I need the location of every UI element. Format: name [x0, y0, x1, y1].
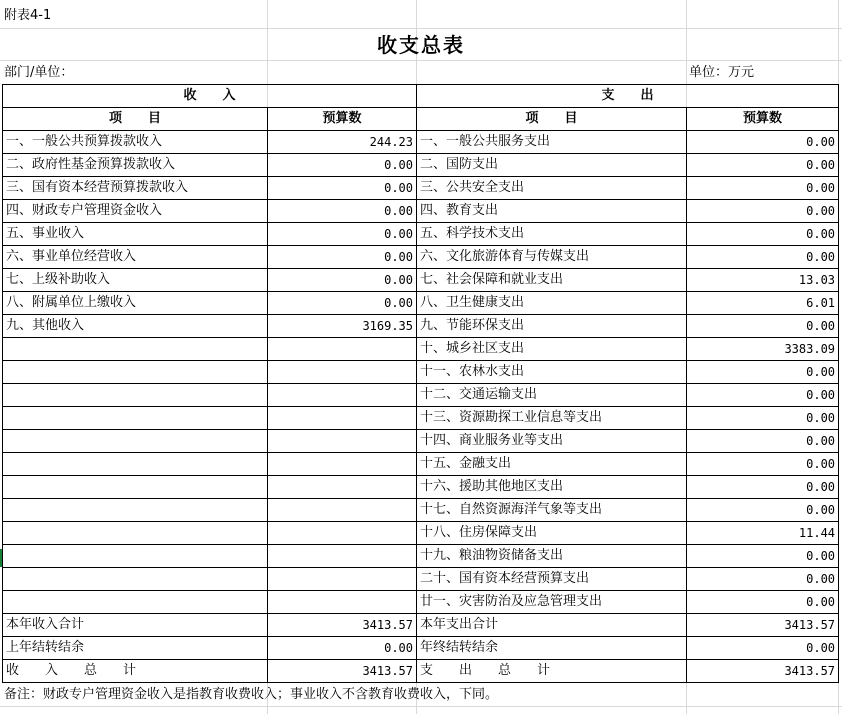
expense-budget-cell[interactable]: 0.00 [687, 637, 839, 660]
income-budget-cell[interactable]: 0.00 [268, 177, 417, 200]
income-item-cell[interactable] [3, 384, 268, 407]
income-item-cell[interactable]: 上年结转结余 [3, 637, 268, 660]
table-row [3, 614, 839, 637]
table-row [3, 154, 839, 177]
table-row [3, 430, 839, 453]
income-item-cell[interactable]: 六、事业单位经营收入 [3, 246, 268, 269]
income-budget-cell[interactable] [268, 361, 417, 384]
table-row [3, 499, 839, 522]
income-budget-header[interactable]: 预算数 [268, 108, 417, 131]
table-row [3, 476, 839, 499]
expense-item-cell[interactable]: 十九、粮油物资储备支出 [417, 545, 687, 568]
expense-item-cell[interactable]: 十六、援助其他地区支出 [417, 476, 687, 499]
expense-budget-cell[interactable]: 0.00 [687, 545, 839, 568]
table-row [3, 384, 839, 407]
table-row [3, 292, 839, 315]
expense-budget-cell[interactable]: 0.00 [687, 223, 839, 246]
expense-budget-cell[interactable]: 0.00 [687, 499, 839, 522]
income-budget-cell[interactable]: 0.00 [268, 200, 417, 223]
income-item-cell[interactable] [3, 476, 268, 499]
expense-item-cell[interactable]: 年终结转结余 [417, 637, 687, 660]
expense-item-cell[interactable]: 廿一、灾害防治及应急管理支出 [417, 591, 687, 614]
income-budget-cell[interactable] [268, 499, 417, 522]
expense-budget-cell[interactable]: 0.00 [687, 154, 839, 177]
expense-budget-cell[interactable]: 0.00 [687, 476, 839, 499]
expense-budget-cell[interactable]: 0.00 [687, 407, 839, 430]
income-item-cell[interactable]: 一、一般公共预算拨款收入 [3, 131, 268, 154]
table-row [3, 522, 839, 545]
expense-item-cell[interactable]: 七、社会保障和就业支出 [417, 269, 687, 292]
income-budget-cell[interactable]: 0.00 [268, 154, 417, 177]
expense-item-cell[interactable]: 十八、住房保障支出 [417, 522, 687, 545]
expense-item-cell[interactable]: 十、城乡社区支出 [417, 338, 687, 361]
expense-group-header[interactable]: 支 出 [417, 85, 839, 108]
expense-budget-cell[interactable]: 0.00 [687, 568, 839, 591]
expense-item-cell[interactable]: 支 出 总 计 [417, 660, 687, 683]
income-budget-cell[interactable] [268, 430, 417, 453]
income-item-cell[interactable]: 收 入 总 计 [3, 660, 268, 683]
expense-item-cell[interactable]: 十七、自然资源海洋气象等支出 [417, 499, 687, 522]
expense-item-cell[interactable]: 二、国防支出 [417, 154, 687, 177]
expense-budget-cell[interactable]: 0.00 [687, 200, 839, 223]
expense-budget-cell[interactable]: 13.03 [687, 269, 839, 292]
income-item-cell[interactable] [3, 453, 268, 476]
expense-item-cell[interactable]: 十五、金融支出 [417, 453, 687, 476]
income-budget-cell[interactable]: 0.00 [268, 246, 417, 269]
income-item-cell[interactable]: 八、附属单位上缴收入 [3, 292, 268, 315]
table-row [3, 591, 839, 614]
income-item-cell[interactable] [3, 338, 268, 361]
expense-budget-cell[interactable]: 3383.09 [687, 338, 839, 361]
income-item-cell[interactable]: 五、事业收入 [3, 223, 268, 246]
income-item-cell[interactable] [3, 499, 268, 522]
table-row [3, 223, 839, 246]
table-row [3, 246, 839, 269]
income-budget-cell[interactable] [268, 568, 417, 591]
expense-item-cell[interactable]: 本年支出合计 [417, 614, 687, 637]
expense-item-header[interactable]: 项 目 [417, 108, 687, 131]
income-budget-cell[interactable]: 0.00 [268, 269, 417, 292]
table-row [3, 660, 839, 683]
income-budget-cell[interactable] [268, 453, 417, 476]
income-item-cell[interactable] [3, 361, 268, 384]
income-group-header[interactable]: 收 入 [3, 85, 417, 108]
expense-budget-cell[interactable]: 0.00 [687, 453, 839, 476]
expense-item-cell[interactable]: 二十、国有资本经营预算支出 [417, 568, 687, 591]
expense-item-cell[interactable]: 十三、资源勘探工业信息等支出 [417, 407, 687, 430]
income-item-cell[interactable] [3, 407, 268, 430]
expense-budget-cell[interactable]: 0.00 [687, 384, 839, 407]
expense-item-cell[interactable]: 八、卫生健康支出 [417, 292, 687, 315]
income-budget-cell[interactable]: 0.00 [268, 637, 417, 660]
expense-item-cell[interactable]: 十二、交通运输支出 [417, 384, 687, 407]
table-row [3, 338, 839, 361]
table-row [3, 177, 839, 200]
income-item-cell[interactable]: 三、国有资本经营预算拨款收入 [3, 177, 268, 200]
income-budget-cell[interactable] [268, 384, 417, 407]
table-row [3, 315, 839, 338]
income-item-cell[interactable] [3, 568, 268, 591]
income-item-cell[interactable]: 七、上级补助收入 [3, 269, 268, 292]
income-item-cell[interactable] [3, 430, 268, 453]
income-budget-cell[interactable]: 244.23 [268, 131, 417, 154]
income-budget-cell[interactable] [268, 545, 417, 568]
expense-budget-cell[interactable]: 0.00 [687, 591, 839, 614]
page-title: 收支总表 [377, 33, 465, 57]
table-row [3, 200, 839, 223]
column-header-row [3, 108, 839, 131]
table-row [3, 407, 839, 430]
expense-item-cell[interactable]: 十四、商业服务业等支出 [417, 430, 687, 453]
unit-label: 单位：万元 [689, 65, 755, 80]
table-row [3, 269, 839, 292]
expense-budget-cell[interactable]: 0.00 [687, 315, 839, 338]
income-item-header[interactable]: 项 目 [3, 108, 268, 131]
income-item-cell[interactable] [3, 545, 268, 568]
expense-budget-cell[interactable]: 0.00 [687, 361, 839, 384]
income-item-cell[interactable] [3, 591, 268, 614]
expense-item-cell[interactable]: 六、文化旅游体育与传媒支出 [417, 246, 687, 269]
expense-budget-cell[interactable]: 3413.57 [687, 614, 839, 637]
income-item-cell[interactable] [3, 522, 268, 545]
expense-item-cell[interactable]: 十一、农林水支出 [417, 361, 687, 384]
income-budget-cell[interactable]: 0.00 [268, 292, 417, 315]
expense-item-cell[interactable]: 九、节能环保支出 [417, 315, 687, 338]
table-row [3, 453, 839, 476]
department-label: 部门/单位： [4, 65, 74, 80]
table-row [3, 545, 839, 568]
income-budget-cell[interactable] [268, 338, 417, 361]
expense-item-cell[interactable]: 五、科学技术支出 [417, 223, 687, 246]
income-budget-cell[interactable] [268, 407, 417, 430]
income-budget-cell[interactable]: 3413.57 [268, 614, 417, 637]
income-item-cell[interactable]: 九、其他收入 [3, 315, 268, 338]
group-header-row [3, 85, 839, 108]
expense-budget-cell[interactable]: 0.00 [687, 430, 839, 453]
attachment-label: 附表4-1 [4, 8, 52, 23]
income-expense-table [2, 84, 839, 683]
income-budget-cell[interactable]: 0.00 [268, 223, 417, 246]
expense-item-cell[interactable]: 三、公共安全支出 [417, 177, 687, 200]
expense-budget-cell[interactable]: 3413.57 [687, 660, 839, 683]
expense-item-cell[interactable]: 四、教育支出 [417, 200, 687, 223]
expense-item-cell[interactable]: 一、一般公共服务支出 [417, 131, 687, 154]
table-row [3, 361, 839, 384]
expense-budget-header[interactable]: 预算数 [687, 108, 839, 131]
expense-budget-cell[interactable]: 6.01 [687, 292, 839, 315]
income-item-cell[interactable]: 本年收入合计 [3, 614, 268, 637]
income-budget-cell[interactable] [268, 522, 417, 545]
footnote: 备注：财政专户管理资金收入是指教育收费收入；事业收入不含教育收费收入，下同。 [4, 687, 499, 702]
income-budget-cell[interactable]: 3169.35 [268, 315, 417, 338]
table-row [3, 568, 839, 591]
income-budget-cell[interactable]: 3413.57 [268, 660, 417, 683]
income-budget-cell[interactable] [268, 476, 417, 499]
expense-budget-cell[interactable]: 0.00 [687, 177, 839, 200]
expense-budget-cell[interactable]: 11.44 [687, 522, 839, 545]
income-budget-cell[interactable] [268, 591, 417, 614]
expense-budget-cell[interactable]: 0.00 [687, 246, 839, 269]
table-row [3, 637, 839, 660]
income-item-cell[interactable]: 二、政府性基金预算拨款收入 [3, 154, 268, 177]
table-row [3, 131, 839, 154]
income-item-cell[interactable]: 四、财政专户管理资金收入 [3, 200, 268, 223]
expense-budget-cell[interactable]: 0.00 [687, 131, 839, 154]
